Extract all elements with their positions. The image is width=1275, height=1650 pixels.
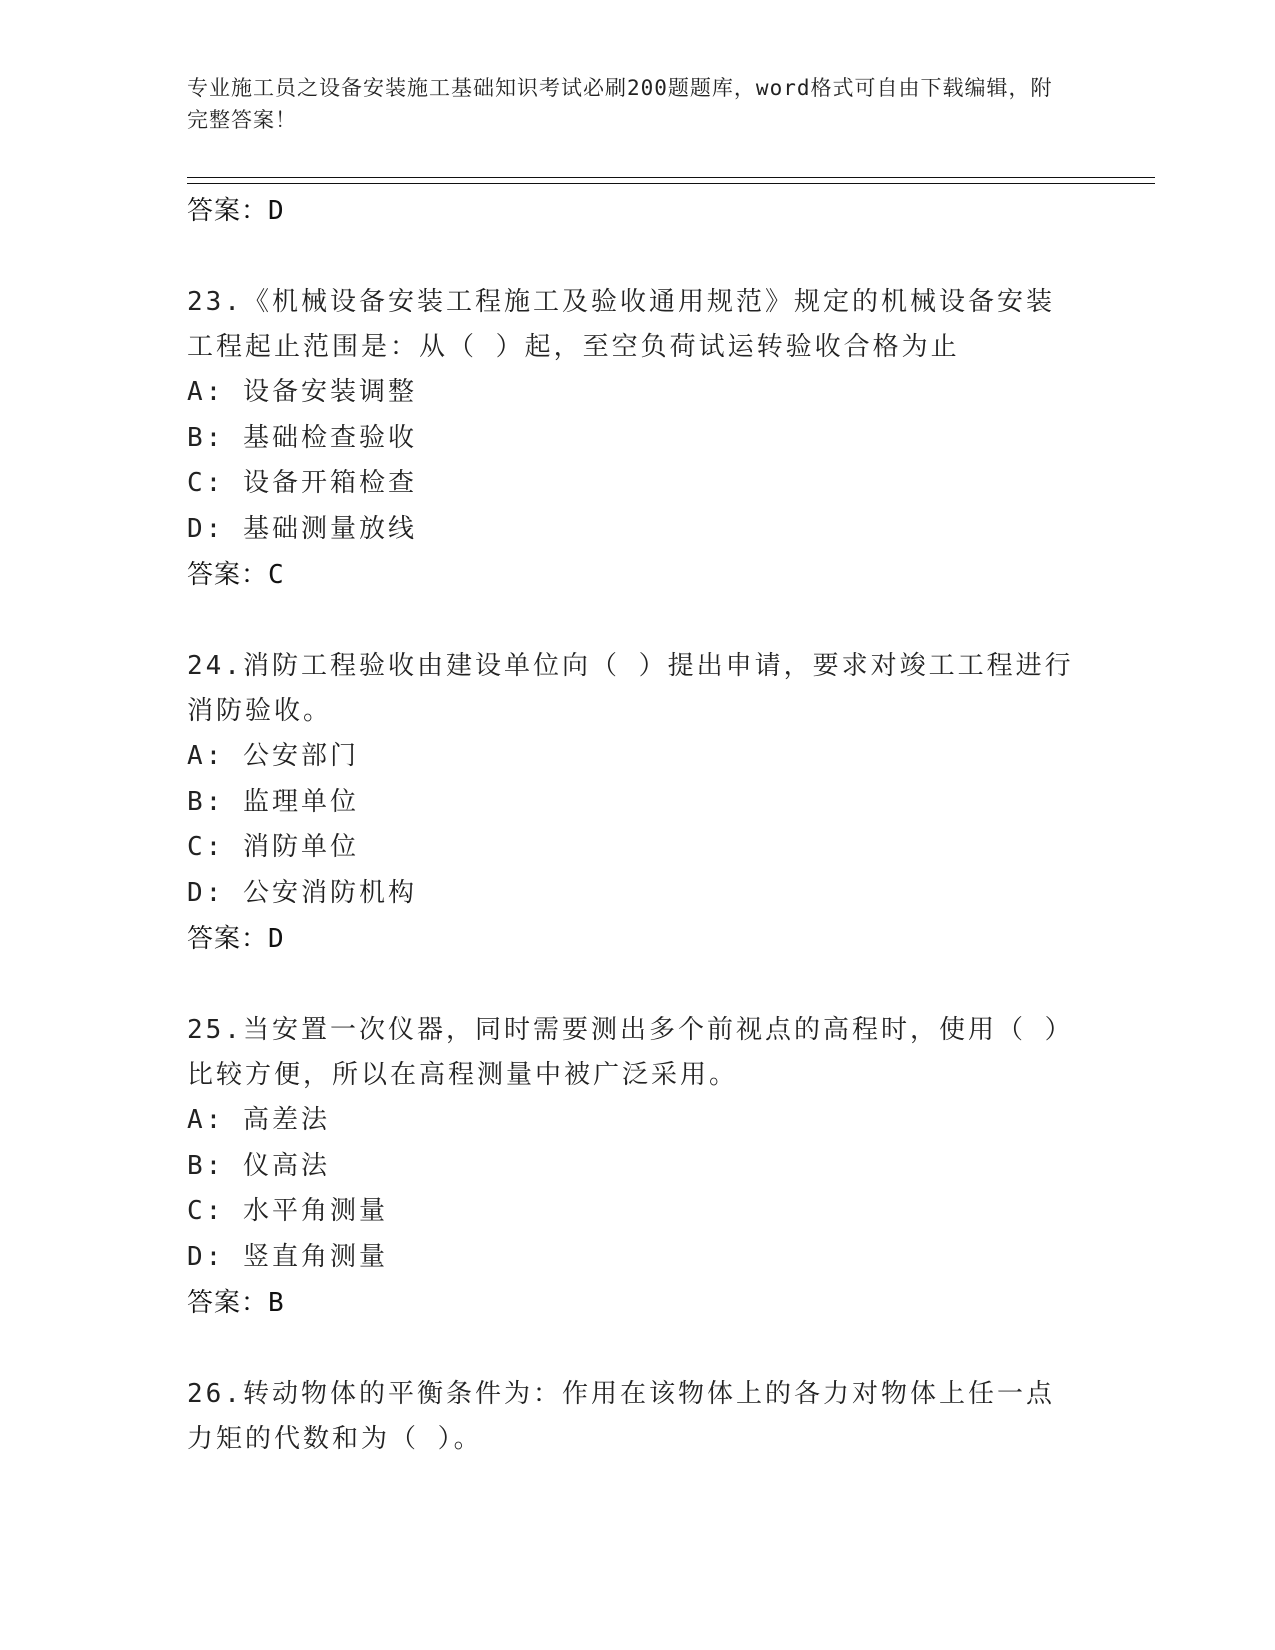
header-rule-top [187, 177, 1155, 178]
question-text: 23.《机械设备安装工程施工及验收通用规范》规定的机械设备安装工程起止范围是：从（ ）起，至空负荷试运转验收合格为止 [187, 287, 1055, 362]
question-list [187, 188, 1077, 1462]
option-b: B: 仪高法 [187, 1150, 330, 1181]
option-a: A: 高差法 [187, 1105, 330, 1135]
question-25 [187, 1008, 1077, 1326]
header-rule-bottom [187, 183, 1155, 184]
option-c: C: 消防单位 [187, 832, 359, 862]
question-26 [187, 1372, 1077, 1462]
question-text: 24.消防工程验收由建设单位向（ ）提出申请，要求对竣工工程进行消防验收。 [187, 651, 1074, 726]
option-a: A: 设备安装调整 [187, 377, 417, 407]
option-a: A: 公安部门 [187, 741, 359, 771]
question-24 [187, 644, 1077, 962]
answer: 答案：C [187, 560, 285, 590]
question-text: 26.转动物体的平衡条件为：作用在该物体上的各力对物体上任一点力矩的代数和为（ ）。 [187, 1379, 1055, 1454]
option-c: C: 水平角测量 [187, 1196, 388, 1226]
option-d: D: 公安消防机构 [187, 877, 417, 908]
document-header: 专业施工员之设备安装施工基础知识考试必刷200题题库，word格式可自由下载编辑，附完整答案！ [187, 76, 1053, 132]
option-b: B: 监理单位 [187, 786, 359, 817]
option-b: B: 基础检查验收 [187, 422, 417, 453]
option-d: D: 竖直角测量 [187, 1241, 388, 1272]
question-23 [187, 280, 1077, 598]
previous-answer: 答案：D [187, 196, 285, 226]
answer: 答案：B [187, 1288, 285, 1318]
option-c: C: 设备开箱检查 [187, 468, 417, 498]
answer: 答案：D [187, 924, 285, 954]
question-text: 25.当安置一次仪器，同时需要测出多个前视点的高程时，使用（ ）比较方便，所以在高程测量中被广泛采用。 [187, 1015, 1074, 1090]
option-d: D: 基础测量放线 [187, 513, 417, 544]
